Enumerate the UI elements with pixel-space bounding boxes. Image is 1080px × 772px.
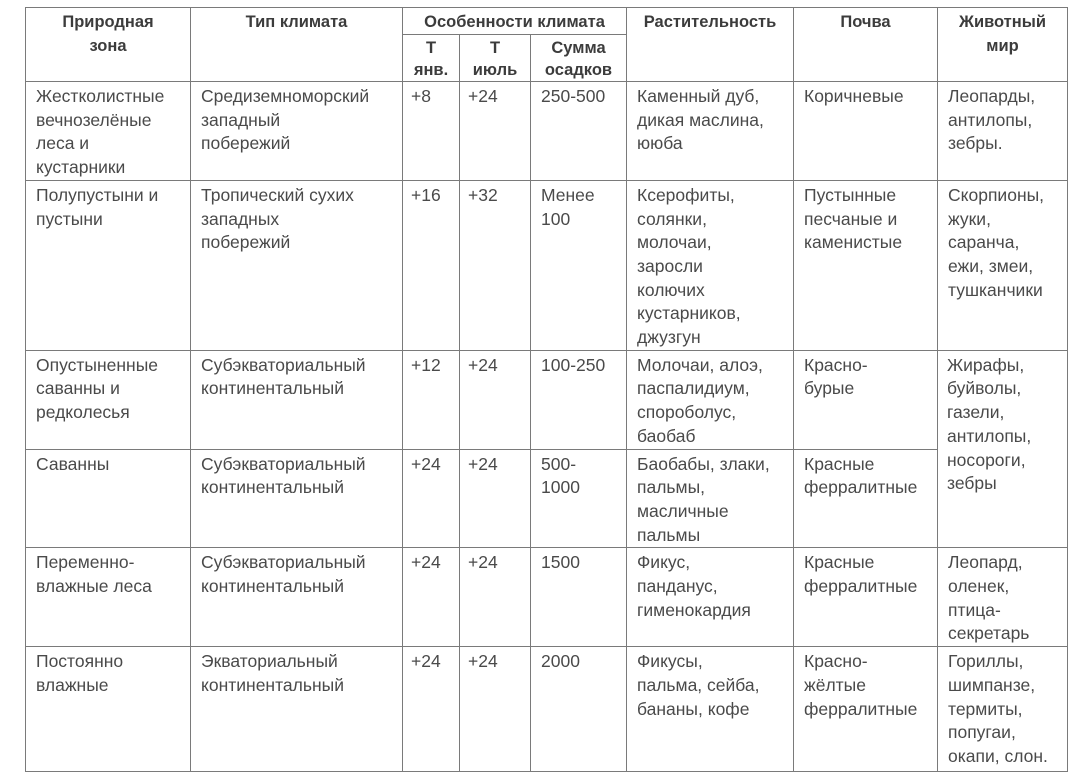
cell-fauna: Гориллы, шимпанзе, термиты, попугаи, окапи, слон. bbox=[938, 647, 1068, 772]
cell-zone: Опустыненные саванны и редколесья bbox=[26, 350, 191, 449]
cell-soil: Пустынные песчаные и каменистые bbox=[794, 180, 938, 350]
cell-soil: Красные ферралитные bbox=[794, 548, 938, 647]
climate-zones-table bbox=[25, 7, 1068, 772]
cell-zone: Полупустыни и пустыни bbox=[26, 180, 191, 350]
table-row bbox=[26, 647, 1068, 772]
header-zone: Природная зона bbox=[26, 8, 191, 82]
cell-zone: Саванны bbox=[26, 449, 191, 548]
cell-climate: Экваториальный континентальный bbox=[191, 647, 403, 772]
cell-soil: Красно- жёлтые ферралитные bbox=[794, 647, 938, 772]
cell-climate: Средиземноморский западный побережий bbox=[191, 82, 403, 181]
cell-t-jan: +24 bbox=[403, 449, 460, 548]
cell-vegetation: Фикусы, пальма, сейба, бананы, кофе bbox=[627, 647, 794, 772]
cell-t-jul: +24 bbox=[460, 82, 531, 181]
cell-climate: Субэкваториальный континентальный bbox=[191, 548, 403, 647]
cell-fauna: Жирафы, буйволы, газели, антилопы, носороги, зебры bbox=[938, 350, 1068, 548]
cell-vegetation: Каменный дуб, дикая маслина, ююба bbox=[627, 82, 794, 181]
header-vegetation: Растительность bbox=[627, 8, 794, 82]
cell-precipitation: 250-500 bbox=[531, 82, 627, 181]
table-row bbox=[26, 350, 1068, 449]
cell-t-jul: +24 bbox=[460, 449, 531, 548]
cell-precipitation: 500- 1000 bbox=[531, 449, 627, 548]
header-climate-features: Особенности климата bbox=[403, 8, 627, 35]
cell-t-jul: +32 bbox=[460, 180, 531, 350]
cell-t-jul: +24 bbox=[460, 647, 531, 772]
header-row bbox=[26, 8, 1068, 35]
table-row bbox=[26, 449, 1068, 548]
cell-fauna: Леопарды, антилопы, зебры. bbox=[938, 82, 1068, 181]
table-row bbox=[26, 548, 1068, 647]
cell-t-jul: +24 bbox=[460, 350, 531, 449]
cell-climate: Тропический сухих западных побережий bbox=[191, 180, 403, 350]
header-precipitation: Сумма осадков bbox=[531, 35, 627, 82]
table-row bbox=[26, 180, 1068, 350]
cell-precipitation: Менее 100 bbox=[531, 180, 627, 350]
cell-precipitation: 100-250 bbox=[531, 350, 627, 449]
cell-t-jan: +16 bbox=[403, 180, 460, 350]
cell-zone: Жестколистные вечнозелёные леса и кустарники bbox=[26, 82, 191, 181]
cell-t-jan: +24 bbox=[403, 647, 460, 772]
cell-climate: Субэкваториальный континентальный bbox=[191, 449, 403, 548]
cell-zone: Постоянно влажные bbox=[26, 647, 191, 772]
cell-zone: Переменно- влажные леса bbox=[26, 548, 191, 647]
header-t-jan: Т янв. bbox=[403, 35, 460, 82]
cell-precipitation: 1500 bbox=[531, 548, 627, 647]
cell-t-jan: +8 bbox=[403, 82, 460, 181]
cell-vegetation: Баобабы, злаки, пальмы, масличные пальмы bbox=[627, 449, 794, 548]
cell-climate: Субэкваториальный континентальный bbox=[191, 350, 403, 449]
header-t-jul: Т июль bbox=[460, 35, 531, 82]
cell-soil: Коричневые bbox=[794, 82, 938, 181]
header-climate-type: Тип климата bbox=[191, 8, 403, 82]
header-fauna: Животный мир bbox=[938, 8, 1068, 82]
header-soil: Почва bbox=[794, 8, 938, 82]
cell-vegetation: Фикус, панданус, гименокардия bbox=[627, 548, 794, 647]
cell-t-jul: +24 bbox=[460, 548, 531, 647]
table-row bbox=[26, 82, 1068, 181]
cell-t-jan: +12 bbox=[403, 350, 460, 449]
cell-fauna: Леопард, оленек, птица- секретарь bbox=[938, 548, 1068, 647]
cell-soil: Красные ферралитные bbox=[794, 449, 938, 548]
cell-vegetation: Ксерофиты, солянки, молочаи, заросли колючих кустарников, джузгун bbox=[627, 180, 794, 350]
cell-fauna: Скорпионы, жуки, саранча, ежи, змеи, тушканчики bbox=[938, 180, 1068, 350]
cell-t-jan: +24 bbox=[403, 548, 460, 647]
cell-vegetation: Молочаи, алоэ, паспалидиум, спороболус, баобаб bbox=[627, 350, 794, 449]
cell-soil: Красно- бурые bbox=[794, 350, 938, 449]
cell-precipitation: 2000 bbox=[531, 647, 627, 772]
